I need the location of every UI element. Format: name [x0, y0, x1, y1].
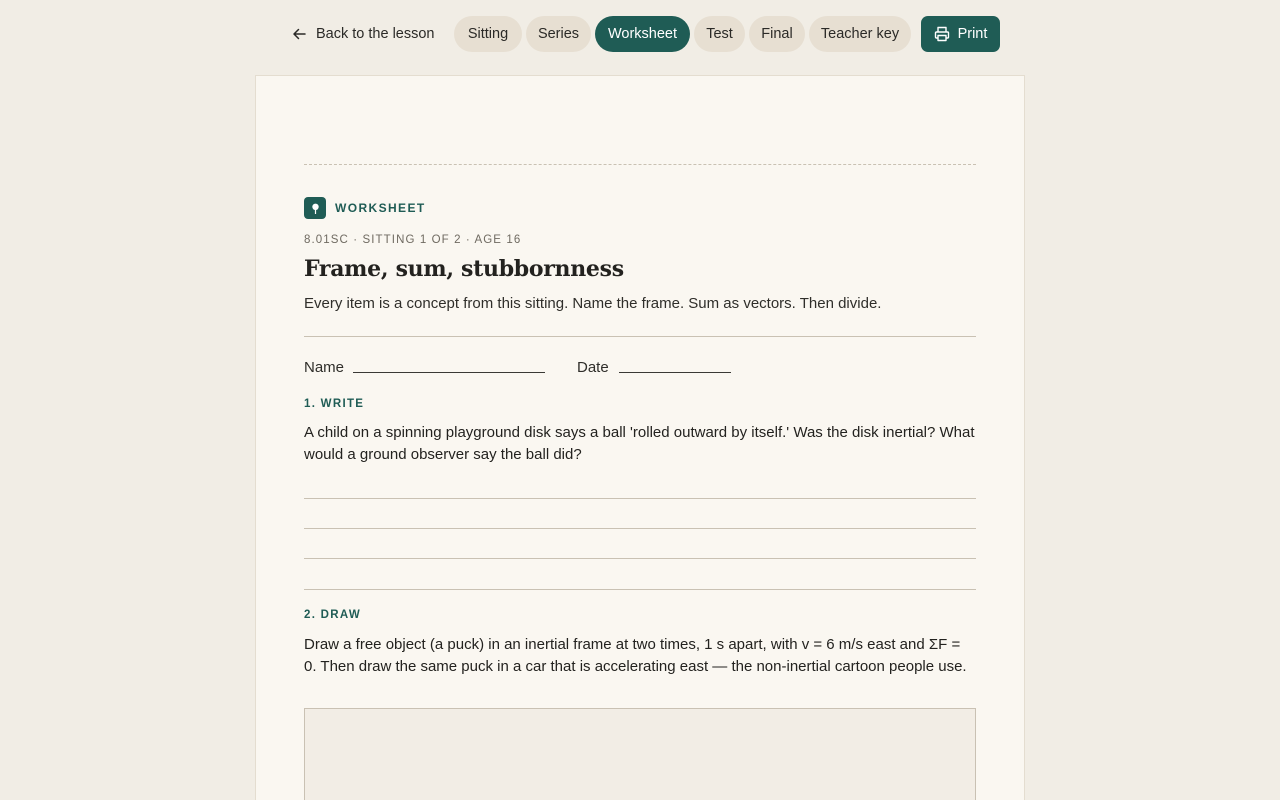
name-label: Name [304, 359, 345, 376]
worksheet-page [255, 75, 1025, 800]
kicker-label: WORKSHEET [335, 201, 426, 215]
print-button-label: Print [957, 26, 988, 42]
tab-label: Series [537, 26, 580, 42]
tab-sitting[interactable] [454, 16, 522, 52]
tab-label: Test [706, 26, 733, 42]
pin-icon [309, 202, 322, 215]
answer-line[interactable] [304, 498, 976, 499]
worksheet-kicker [304, 197, 426, 219]
divider [304, 336, 976, 337]
date-field[interactable] [619, 372, 731, 373]
tab-worksheet[interactable] [595, 16, 690, 52]
tab-final[interactable] [749, 16, 805, 52]
header-divider [304, 164, 976, 165]
back-link-label: Back to the lesson [316, 26, 435, 42]
tab-teacher-key[interactable] [809, 16, 911, 52]
drawing-area[interactable] [304, 708, 976, 800]
arrow-left-icon [292, 27, 306, 41]
question-1-heading: 1. WRITE [304, 398, 365, 410]
printer-icon [934, 26, 950, 42]
tab-label: Worksheet [607, 26, 678, 42]
tab-label: Final [761, 26, 793, 42]
question-2-text: Draw a free object (a puck) in an inertial frame at two times, 1 s apart, with v = 6 m/s east and ΣF = 0. Then draw the same puck in a car that is accelerating east — the non-inertial cartoon people use. [304, 636, 967, 675]
page-title: Frame, sum, stubbornness [304, 256, 624, 282]
top-navigation [0, 16, 1280, 52]
back-to-lesson-link[interactable] [292, 16, 435, 52]
date-label: Date [577, 359, 609, 376]
tab-label: Sitting [467, 26, 509, 42]
page-subtitle: Every item is a concept from this sitting. Name the frame. Sum as vectors. Then divide. [304, 295, 882, 312]
name-field[interactable] [353, 372, 545, 373]
answer-line[interactable] [304, 589, 976, 590]
worksheet-meta: 8.01SC · SITTING 1 OF 2 · AGE 16 [304, 234, 522, 246]
answer-line[interactable] [304, 558, 976, 559]
question-1-text: A child on a spinning playground disk says a ball 'rolled outward by itself.' Was the disk inertial? What would a ground observer say the ball did? [304, 424, 975, 463]
tab-test[interactable] [694, 16, 745, 52]
tab-series[interactable] [526, 16, 591, 52]
question-2-heading: 2. DRAW [304, 609, 362, 621]
worksheet-badge [304, 197, 326, 219]
tab-label: Teacher key [820, 26, 900, 42]
answer-line[interactable] [304, 528, 976, 529]
print-button[interactable] [921, 16, 1000, 52]
